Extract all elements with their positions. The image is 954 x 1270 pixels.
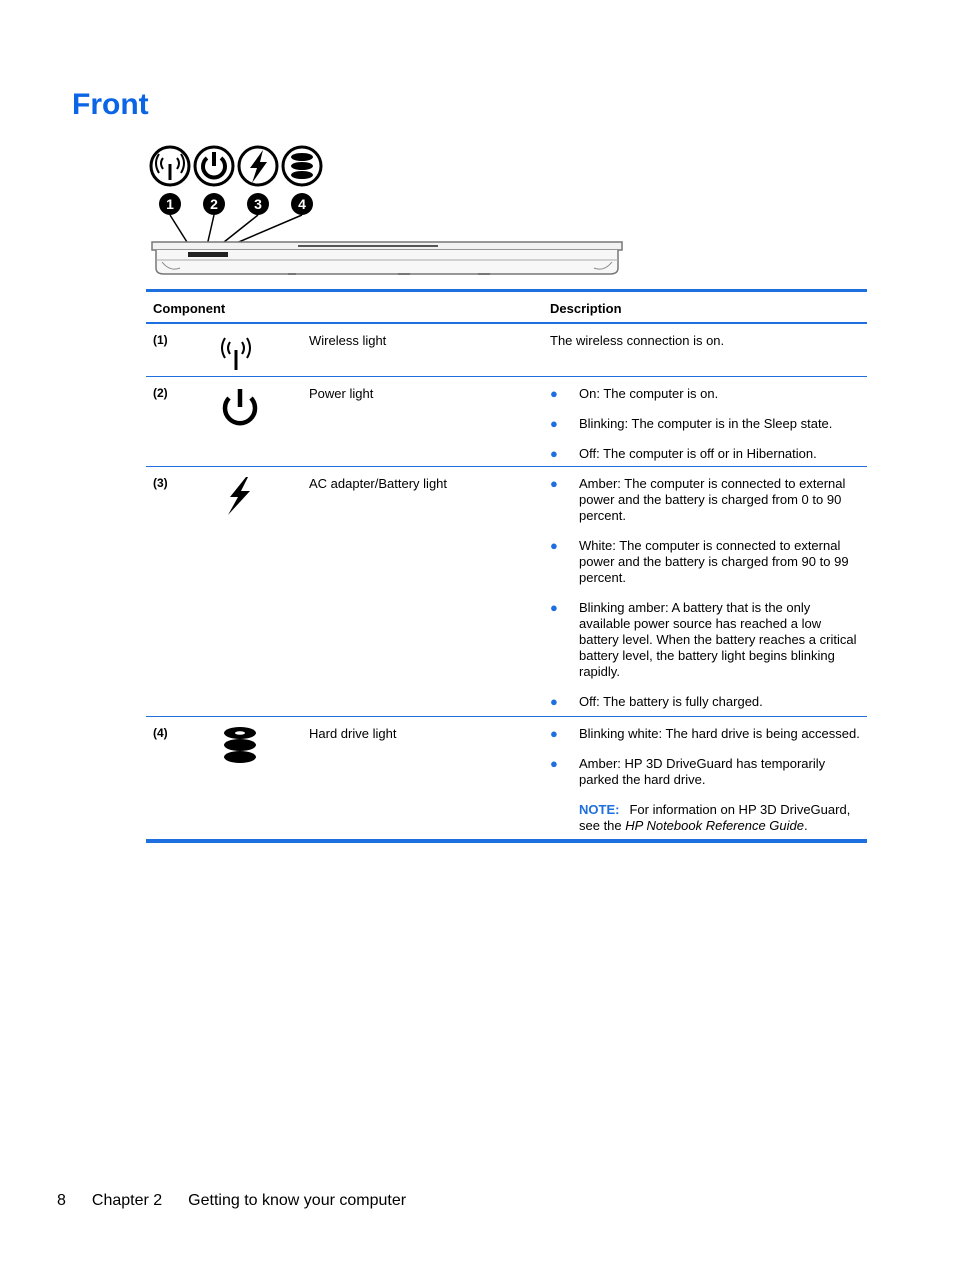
callout-2 (203, 193, 225, 215)
component-name: Power light (309, 386, 374, 401)
component-name: Hard drive light (309, 726, 397, 741)
figure-wireless-icon (151, 147, 189, 185)
component-name: Wireless light (309, 333, 387, 348)
page-footer (57, 1192, 432, 1210)
chapter-label: Chapter 2 (91, 1192, 163, 1209)
table-row (146, 467, 867, 717)
svg-text:3: 3 (254, 196, 262, 212)
list-item: ● Amber: The computer is connected to external power and the battery is charged from 0 to 90 percent. (550, 476, 846, 523)
table-row (146, 717, 867, 839)
wireless-icon (220, 332, 262, 374)
hard-drive-icon (220, 725, 262, 767)
page-number: 8 (57, 1192, 66, 1209)
header-component: Component (153, 301, 226, 316)
list-item: ● Off: The battery is fully charged. (550, 694, 763, 709)
row-number: (3) (153, 476, 168, 490)
component-description (550, 726, 862, 834)
table-header (146, 292, 867, 324)
note-label: NOTE: (579, 802, 620, 817)
header-description: Description (550, 301, 622, 316)
component-description (550, 386, 862, 462)
svg-text:4: 4 (298, 196, 306, 212)
reference-guide-title: HP Notebook Reference Guide (625, 818, 804, 833)
component-table (146, 289, 867, 843)
row-number: (4) (153, 726, 168, 740)
component-name: AC adapter/Battery light (309, 476, 448, 491)
list-item: ● Blinking white: The hard drive is being accessed. (550, 726, 860, 741)
list-item: ● Off: The computer is off or in Hibernation. (550, 446, 817, 461)
list-item: ● On: The computer is on. (550, 386, 719, 401)
list-item: ● Blinking: The computer is in the Sleep state. (550, 416, 833, 431)
ac-adapter-battery-icon (220, 475, 262, 517)
list-item: ● Amber: HP 3D DriveGuard has temporarily parked the hard drive. (550, 756, 826, 787)
laptop-front-edge (152, 242, 622, 274)
figure-battery-icon (239, 147, 277, 185)
note: NOTE: For information on HP 3D DriveGuard, see the HP Notebook Reference Guide. (579, 802, 851, 833)
note-text: For information on HP 3D DriveGuard, see the (579, 802, 851, 833)
figure-hard-drive-icon (283, 147, 321, 185)
callout-4 (291, 193, 313, 215)
list-item: ● White: The computer is connected to external power and the battery is charged from 90 to 99 percent. (550, 538, 849, 585)
component-description: The wireless connection is on. (550, 333, 725, 348)
component-description (550, 476, 862, 710)
svg-text:1: 1 (166, 196, 174, 212)
laptop-front-figure (148, 142, 628, 282)
list-item: ● Blinking amber: A battery that is the only available power source has reached a low battery level. When the battery reaches a critical battery level, the battery light begins blinking rapidly. (550, 600, 857, 679)
figure-power-icon (195, 147, 233, 185)
row-number: (1) (153, 333, 168, 347)
page-title: Front (72, 88, 149, 121)
table-row (146, 377, 867, 467)
table-row (146, 324, 867, 377)
callout-3 (247, 193, 269, 215)
chapter-title: Getting to know your computer (188, 1192, 407, 1209)
power-icon (220, 385, 262, 427)
svg-text:2: 2 (210, 196, 218, 212)
callout-1 (159, 193, 181, 215)
row-number: (2) (153, 386, 168, 400)
